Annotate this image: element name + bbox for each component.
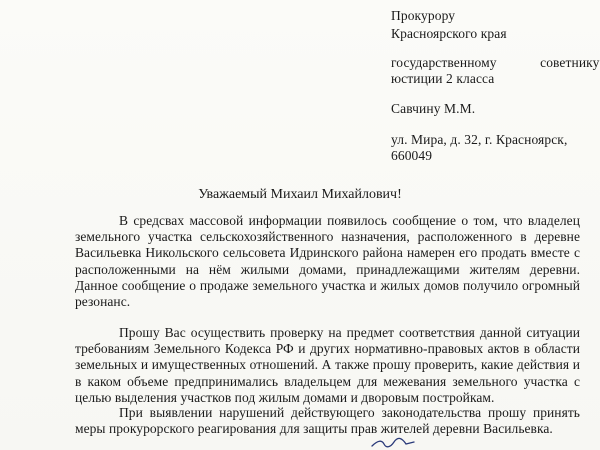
addressee-region: Красноярского края (391, 26, 507, 41)
addressee-street: ул. Мира, д. 32, г. Красноярск, (391, 132, 568, 147)
addressee-postcode: 660049 (391, 148, 433, 163)
letter-paragraph: Прошу Вас осуществить проверку на предмет соответствия данной ситуации требованиям Земельного Кодекса РФ и других нормативно-правовых актов в области земельных и имущественных отношений. А также прошу проверить, какие действия и в каком объеме предпринимались владельцем для межевания земельного участка с целью выделения участков под жилым домами и дворовым постройкам. (75, 325, 580, 405)
letter-greeting: Уважаемый Михаил Михайлович! (198, 187, 402, 202)
addressee-rank: государственному советнику (391, 55, 600, 70)
signature-mark (370, 436, 420, 450)
letter-paragraph: В средсвах массовой информации появилось сообщение о том, что владелец земельного участка сельскохозяйственного назначения, расположенного в деревне Васильевка Никольского сельсовета Идринского района намерен его продать вместе с расположенными на нём жилыми домами, принадлежащими жителям деревни. Данное сообщение о продаже земельного участка и жилых домов получило огромный резонанс. (75, 213, 580, 310)
letter-paragraph: При выявлении нарушений действующего законодательства прошу принять меры прокурорского реагирования для защиты прав жителей деревни Васильевка. (75, 405, 580, 437)
addressee-name: Савчину М.М. (391, 101, 476, 116)
addressee-title: Прокурору (391, 8, 456, 23)
addressee-rank-class: юстиции 2 класса (391, 71, 495, 86)
